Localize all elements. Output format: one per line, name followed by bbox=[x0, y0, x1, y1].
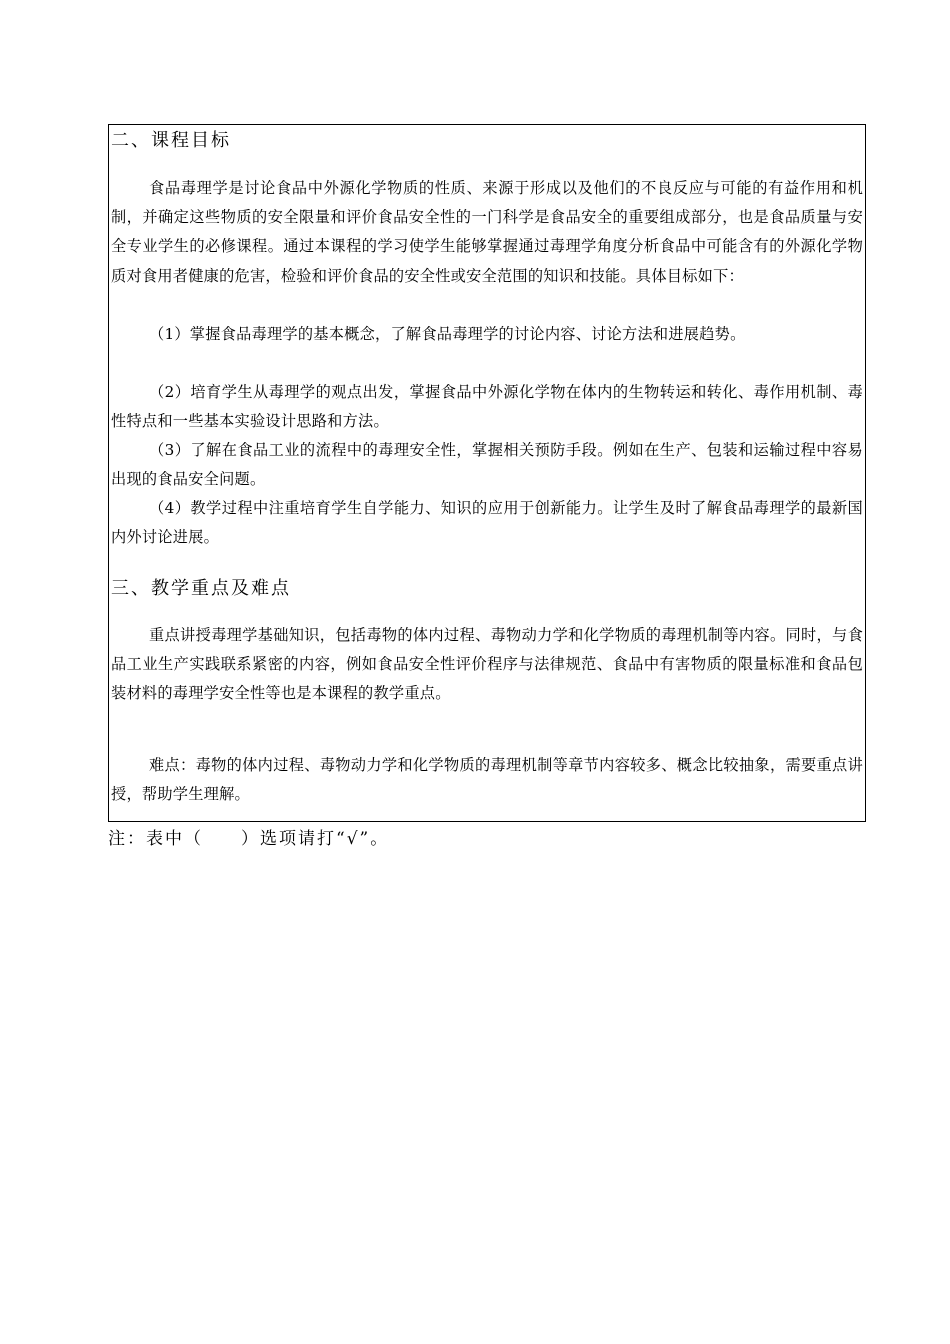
goal-item-4: （4）教学过程中注重培育学生自学能力、知识的应用于创新能力。让学生及时了解食品毒理学的最新国内外讨论进展。 bbox=[111, 499, 863, 547]
content-table bbox=[108, 124, 866, 822]
course-intro-paragraph: 食品毒理学是讨论食品中外源化学物质的性质、来源于形成以及他们的不良反应与可能的有益作用和机制，并确定这些物质的安全限量和评价食品安全性的一门科学是食品安全的重要组成部分，也是食品质量与安全专业学生的必修课程。通过本课程的学习使学生能够掌握通过毒理学角度分析食品中可能含有的外源化学物质对食用者健康的危害，检验和评价食品的安全性或安全范围的知识和技能。具体目标如下： bbox=[111, 179, 863, 285]
difficulties-paragraph: 难点：毒物的体内过程、毒物动力学和化学物质的毒理机制等章节内容较多、概念比较抽象，需要重点讲授，帮助学生理解。 bbox=[111, 756, 863, 804]
key-points-paragraph: 重点讲授毒理学基础知识，包括毒物的体内过程、毒物动力学和化学物质的毒理机制等内容。同时，与食品工业生产实践联系紧密的内容，例如食品安全性评价程序与法律规范、食品中有害物质的限量标准和食品包装材料的毒理学安全性等也是本课程的教学重点。 bbox=[111, 626, 863, 703]
goal-item-3: （3）了解在食品工业的流程中的毒理安全性，掌握相关预防手段。例如在生产、包装和运输过程中容易出现的食品安全问题。 bbox=[111, 441, 863, 489]
footer-note: 注：表中（ ）选项请打“√”。 bbox=[108, 829, 390, 849]
section-heading-key-points: 三、教学重点及难点 bbox=[111, 578, 291, 599]
goal-item-1: （1）掌握食品毒理学的基本概念，了解食品毒理学的讨论内容、讨论方法和进展趋势。 bbox=[149, 325, 746, 343]
section-heading-course-objectives: 二、课程目标 bbox=[111, 130, 231, 151]
goal-item-2: （2）培育学生从毒理学的观点出发，掌握食品中外源化学物在体内的生物转运和转化、毒作用机制、毒性特点和一些基本实验设计思路和方法。 bbox=[111, 383, 863, 431]
